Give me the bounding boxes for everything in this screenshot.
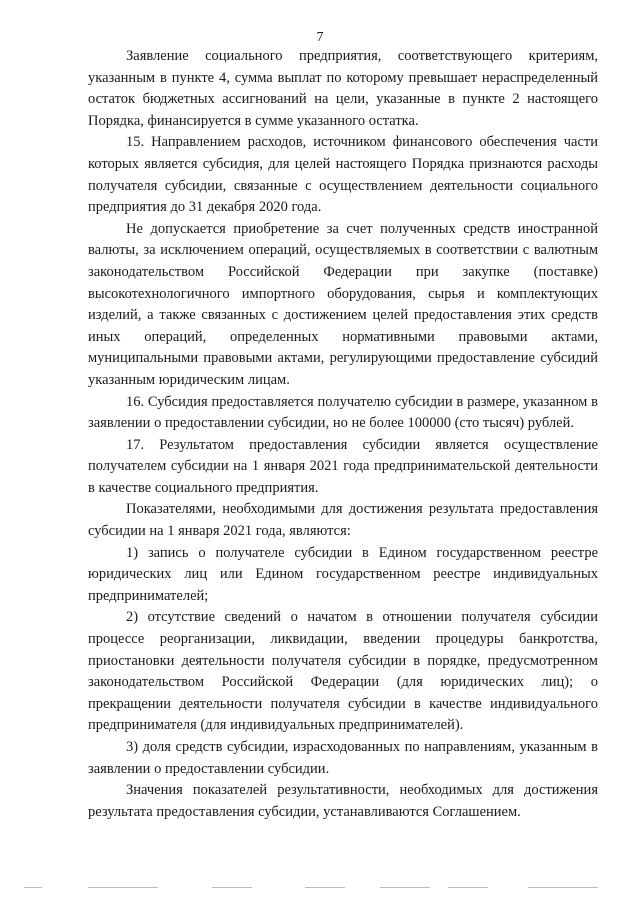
paragraph-15-expenses: 15. Направлением расходов, источником финансового обеспечения части которых является субсидия, для целей настоящего Порядка признаются расходы получателя субсидии, связанные с осуществлением деятельности социального предприятия до 31 декабря 2020 года. bbox=[88, 134, 598, 216]
paragraph-indicator-1: 1) запись о получателе субсидии в Едином государственном реестре юридических лиц или Едином государственном реестре индивидуальных предпринимателей; bbox=[88, 544, 598, 604]
paragraph-indicator-2: 2) отсутствие сведений о начатом в отношении получателя субсидии процессе реорганизации, ликвидации, введении процедуры банкротства, приостановки деятельности получателя субсидии в порядке, предусмотренном законодательством Российской Федерации (для юридических лиц); о прекращении деятельности получателя субсидии в качестве индивидуального предпринимателя (для индивидуальных предпринимателей). bbox=[88, 609, 598, 734]
document-body bbox=[88, 46, 598, 823]
paragraph-remainder-funding: Заявление социального предприятия, соответствующего критериям, указанным в пункте 4, сумма выплат по которому превышает нераспределенный остаток бюджетных ассигнований на цели, указанные в пункте 2 настоящего Порядка, финансируется в сумме указанного остатка. bbox=[88, 48, 598, 129]
paragraph-16-amount: 16. Субсидия предоставляется получателю субсидии в размере, указанном в заявлении о предоставлении субсидии, но не более 100000 (сто тысяч) рублей. bbox=[88, 393, 598, 432]
scan-artifact-marks bbox=[0, 884, 640, 894]
paragraph-indicators-intro: Показателями, необходимыми для достижения результата предоставления субсидии на 1 января 2021 года, являются: bbox=[88, 501, 598, 540]
paragraph-currency-restriction: Не допускается приобретение за счет полученных средств иностранной валюты, за исключением операций, осуществляемых в соответствии с валютным законодательством Российской Федерации при закупке (поставке) высокотехнологичного импортного оборудования, сырья и комплектующих изделий, а также связанных с достижением целей предоставления этих средств иных операций, определенных нормативными правовыми актами, муниципальными правовыми актами, регулирующими предоставление субсидий указанным юридическим лицам. bbox=[88, 220, 598, 388]
paragraph-17-result: 17. Результатом предоставления субсидии является осуществление получателем субсидии на 1 января 2021 года предпринимательской деятельности в качестве социального предприятия. bbox=[88, 436, 598, 496]
page-number: 7 bbox=[316, 30, 324, 45]
paragraph-indicator-3: 3) доля средств субсидии, израсходованных по направлениям, указанным в заявлении о предоставлении субсидии. bbox=[88, 739, 598, 777]
paragraph-agreement: Значения показателей результативности, необходимых для достижения результата предоставления субсидии, устанавливаются Соглашением. bbox=[88, 782, 598, 820]
